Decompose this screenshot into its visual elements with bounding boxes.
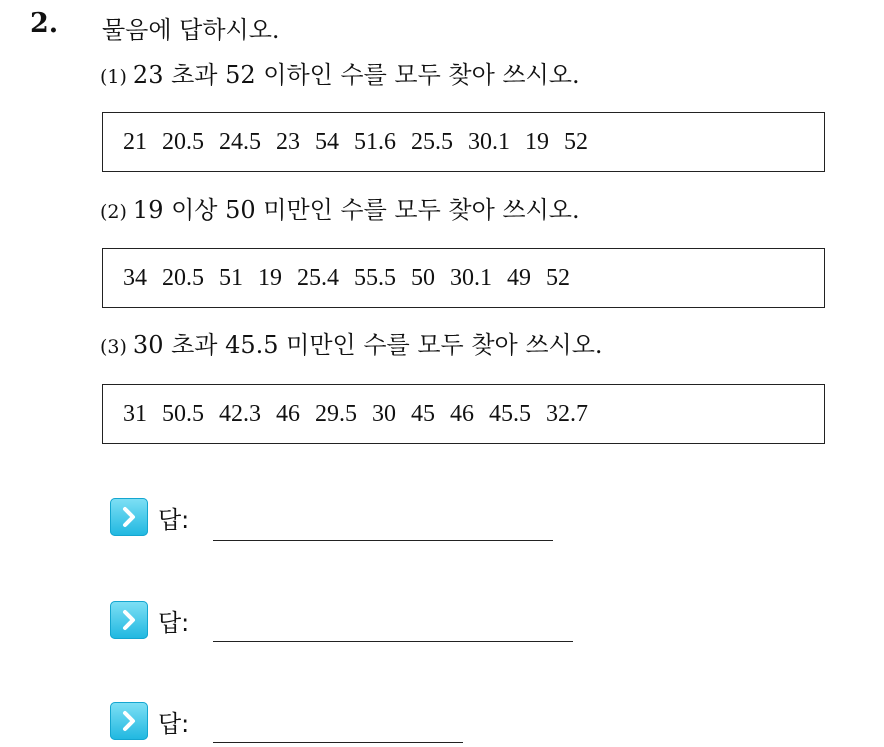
number-value: 51.6	[354, 128, 396, 155]
number-value: 51	[219, 264, 243, 291]
number-value: 24.5	[219, 128, 261, 155]
number-value: 50	[411, 264, 435, 291]
number-value: 20.5	[162, 264, 204, 291]
number-value: 50.5	[162, 400, 204, 427]
number-value: 21	[123, 128, 147, 155]
number-value: 20.5	[162, 128, 204, 155]
number-value: 45.5	[489, 400, 531, 427]
number-value: 52	[546, 264, 570, 291]
subquestion-2-text: 19 이상 50 미만인 수를 모두 찾아 쓰시오.	[132, 196, 580, 224]
answer-line-2[interactable]	[213, 641, 573, 642]
number-value: 32.7	[546, 400, 588, 427]
answer-label: 답:	[158, 505, 190, 534]
answer-row-2	[110, 600, 189, 640]
number-box-3	[102, 384, 825, 444]
number-value: 34	[123, 264, 147, 291]
number-box-2	[102, 248, 825, 308]
number-value: 54	[315, 128, 339, 155]
number-value: 25.5	[411, 128, 453, 155]
number-value: 55.5	[354, 264, 396, 291]
number-value: 30.1	[450, 264, 492, 291]
answer-row-1	[110, 497, 189, 537]
subquestion-3-text: 30 초과 45.5 미만인 수를 모두 찾아 쓰시오.	[132, 331, 603, 359]
number-value: 19	[258, 264, 282, 291]
answer-row-3	[110, 701, 189, 741]
question-number: 2.	[30, 8, 59, 39]
subquestion-1-text: 23 초과 52 이하인 수를 모두 찾아 쓰시오.	[132, 61, 580, 89]
answer-line-3[interactable]	[213, 742, 463, 743]
number-value: 29.5	[315, 400, 357, 427]
subquestion-1	[100, 55, 580, 90]
number-value: 42.3	[219, 400, 261, 427]
number-value: 46	[450, 400, 474, 427]
number-value: 30.1	[468, 128, 510, 155]
chevron-right-icon	[110, 702, 148, 740]
chevron-right-icon	[110, 601, 148, 639]
subquestion-2-number: (2)	[100, 201, 127, 223]
number-value: 49	[507, 264, 531, 291]
subquestion-3	[100, 325, 603, 360]
number-value: 45	[411, 400, 435, 427]
subquestion-2	[100, 190, 580, 225]
number-value: 52	[564, 128, 588, 155]
number-value: 46	[276, 400, 300, 427]
chevron-right-icon	[110, 498, 148, 536]
subquestion-1-number: (1)	[100, 66, 127, 88]
number-value: 25.4	[297, 264, 339, 291]
number-value: 19	[525, 128, 549, 155]
number-value: 30	[372, 400, 396, 427]
number-value: 31	[123, 400, 147, 427]
answer-line-1[interactable]	[213, 540, 553, 541]
question-instruction: 물음에 답하시오.	[102, 16, 280, 44]
answer-label: 답:	[158, 608, 190, 637]
number-value: 23	[276, 128, 300, 155]
subquestion-3-number: (3)	[100, 336, 127, 358]
answer-label: 답:	[158, 709, 190, 738]
number-box-1	[102, 112, 825, 172]
